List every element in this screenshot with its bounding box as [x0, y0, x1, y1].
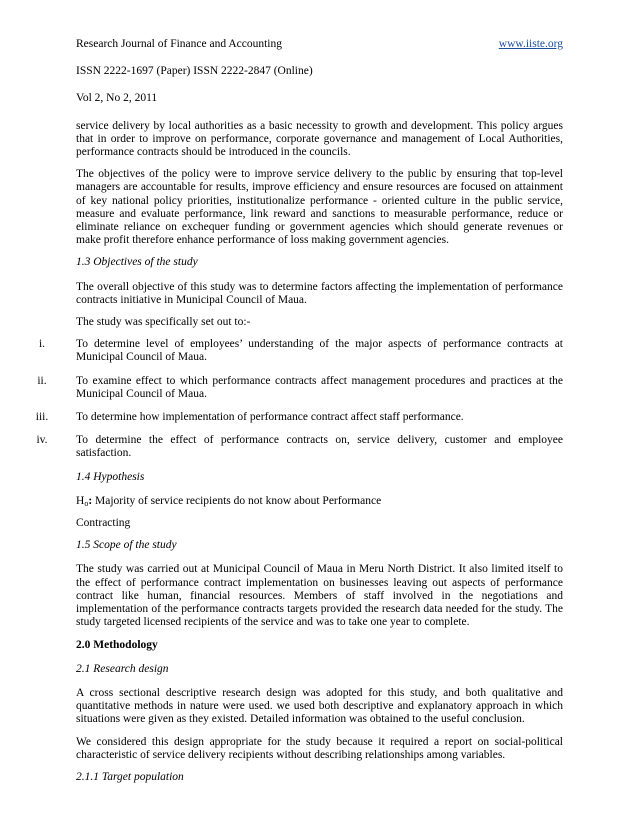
paragraph-design-justification: We considered this design appropriate for the study because it required a report on social-political characteristic of service delivery recipients without describing relationships among variables. [76, 735, 563, 761]
objective-text: To determine level of employees’ understanding of the major aspects of performance contracts at Municipal Council of Maua. [76, 338, 563, 364]
objective-number: ii. [37, 374, 47, 387]
hypothesis-colon: : [88, 494, 93, 507]
section-heading-methodology: 2.0 Methodology [76, 638, 158, 651]
volume-line: Vol 2, No 2, 2011 [76, 92, 158, 105]
objective-item [37, 374, 563, 401]
issn-line: ISSN 2222-1697 (Paper) ISSN 2222-2847 (Online) [76, 65, 313, 78]
paragraph-specific-intro: The study was specifically set out to:- [76, 316, 251, 329]
section-heading-scope: 1.5 Scope of the study [76, 539, 177, 552]
objective-item [38, 338, 563, 364]
objective-text: To determine the effect of performance contracts on, service delivery, customer and employee satisfaction. [76, 434, 563, 460]
hypothesis-subscript: o [84, 498, 89, 508]
paragraph-scope: The study was carried out at Municipal Council of Maua in Meru North District. It also limited itself to the effect of performance contract implementation on businesses leaving out aspects of performance contract like human, financial resources. Members of staff involved in the negotiations and implementation of the performance contracts targets provided the research data needed for the study. The study targeted licensed recipients of the service and was to take one year to complete. [76, 563, 563, 629]
objective-item [36, 434, 563, 460]
objective-text: To determine how implementation of performance contract affect staff performance. [76, 411, 464, 424]
hypothesis-symbol: H [76, 494, 85, 507]
hypothesis-continuation: Contracting [76, 517, 131, 530]
hypothesis-statement [76, 495, 563, 508]
paragraph-research-design: A cross sectional descriptive research design was adopted for this study, and both qualitative and quantitative methods in nature were used. we used both descriptive and explanatory approach in which situations were given as they existed. Detailed information was obtained to the useful conclusion. [76, 686, 563, 726]
objective-number: i. [38, 338, 46, 351]
section-heading-objectives: 1.3 Objectives of the study [76, 256, 198, 269]
objective-item [35, 411, 563, 424]
page [35, 38, 563, 795]
objective-text: To examine effect to which performance contracts affect management procedures and practices at the Municipal Council of Maua. [76, 374, 563, 400]
objective-number: iv. [36, 434, 48, 447]
journal-name: Research Journal of Finance and Accounting [76, 38, 282, 50]
running-header [76, 38, 563, 51]
paragraph-policy-intro: service delivery by local authorities as a basic necessity to growth and development. This policy argues that in order to improve on performance, corporate governance and management of Local Authorities, performance contracts should be introduced in the councils. [76, 119, 563, 159]
hypothesis-text: Majority of service recipients do not know about Performance [92, 494, 382, 507]
journal-url-link[interactable]: www.iiste.org [498, 38, 563, 50]
objective-number: iii. [35, 411, 49, 424]
paragraph-policy-objectives: The objectives of the policy were to improve service delivery to the public by ensuring that top-level managers are accountable for results, improve efficiency and ensure resources are focused on attainment of key national policy priorities, institutionalize performance - oriented culture in the public service, measure and evaluate performance, link reward and sanctions to measurable performance, reduce or eliminate reliance on exchequer funding or government agencies which should generate revenues or make profit therefore enhance performance of loss making government agencies. [76, 168, 563, 247]
section-heading-hypothesis: 1.4 Hypothesis [76, 470, 145, 483]
paragraph-overall-objective: The overall objective of this study was to determine factors affecting the implementation of performance contracts initiative in Municipal Council of Maua. [76, 280, 563, 306]
section-heading-research-design: 2.1 Research design [76, 662, 169, 675]
section-heading-target-population: 2.1.1 Target population [76, 770, 184, 783]
